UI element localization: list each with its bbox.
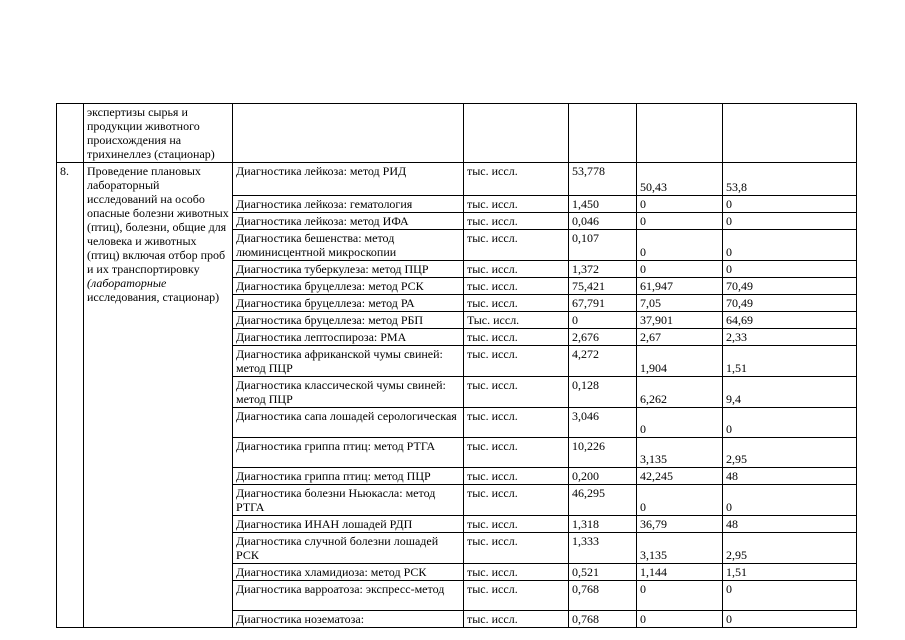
- cell-diagnostic: Диагностика лептоспироза: РМА: [233, 329, 464, 346]
- cell-value-2: 0: [637, 581, 723, 611]
- cell-diagnostic: Диагностика сапа лошадей серологическая: [233, 408, 464, 438]
- cell-value-1: 0,521: [569, 564, 637, 581]
- cell-diagnostic: Диагностика гриппа птиц: метод ПЦР: [233, 468, 464, 485]
- section-number: 8.: [57, 163, 84, 628]
- cell-diagnostic: Диагностика гриппа птиц: метод РТГА: [233, 438, 464, 468]
- cell-value-3: 48: [723, 516, 857, 533]
- cell-value-1: 53,778: [569, 163, 637, 196]
- cell-value-1: 1,318: [569, 516, 637, 533]
- cell-value-2: 2,67: [637, 329, 723, 346]
- cell-diagnostic: Диагностика нозематоза:: [233, 611, 464, 628]
- cell-value-1: 67,791: [569, 295, 637, 312]
- cell-unit: тыс. иссл.: [464, 295, 569, 312]
- cell-value-2: 0: [637, 196, 723, 213]
- cell-value-1: 0,107: [569, 230, 637, 261]
- cell-value-1: 0,128: [569, 377, 637, 408]
- cell-value-3: 0: [723, 408, 857, 438]
- cell-unit: тыс. иссл.: [464, 278, 569, 295]
- cell-value-1: 46,295: [569, 485, 637, 516]
- cell-value-2: 50,43: [637, 163, 723, 196]
- cell-unit: тыс. иссл.: [464, 377, 569, 408]
- cell-diagnostic: Диагностика лейкоза: метод ИФА: [233, 213, 464, 230]
- section-description-tail: исследования, стационар): [87, 290, 220, 304]
- cell-value-3: 1,51: [723, 346, 857, 377]
- cell-value-3: 9,4: [723, 377, 857, 408]
- cell-value-1: 0,200: [569, 468, 637, 485]
- cell-description: экспертизы сырья и продукции животного происхождения на трихинеллез (стационар): [84, 104, 233, 163]
- cell-value-3: 0: [723, 213, 857, 230]
- cell-value-2: 0: [637, 485, 723, 516]
- cell-value-2: [637, 104, 723, 163]
- cell-unit: тыс. иссл.: [464, 438, 569, 468]
- cell-unit: тыс. иссл.: [464, 196, 569, 213]
- cell-diagnostic: Диагностика классической чумы свиней: метод ПЦР: [233, 377, 464, 408]
- cell-value-1: 2,676: [569, 329, 637, 346]
- section-description-main: Проведение плановых лабораторный исследований на особо опасные болезни животных (птиц), болезни, общие для человека и животных (птиц) включая отбор проб и их транспортировку: [87, 164, 229, 276]
- cell-unit: [464, 104, 569, 163]
- cell-unit: тыс. иссл.: [464, 611, 569, 628]
- cell-diagnostic: Диагностика лейкоза: гематология: [233, 196, 464, 213]
- cell-value-3: 0: [723, 485, 857, 516]
- cell-value-3: 70,49: [723, 295, 857, 312]
- cell-value-3: 2,33: [723, 329, 857, 346]
- cell-value-1: 1,450: [569, 196, 637, 213]
- cell-unit: тыс. иссл.: [464, 213, 569, 230]
- cell-value-3: 70,49: [723, 278, 857, 295]
- cell-diagnostic: Диагностика бешенства: метод люминисцентной микроскопии: [233, 230, 464, 261]
- cell-value-1: 1,333: [569, 533, 637, 564]
- cell-unit: Тыс. иссл.: [464, 312, 569, 329]
- cell-value-3: 0: [723, 230, 857, 261]
- cell-value-3: [723, 104, 857, 163]
- cell-diagnostic: Диагностика ИНАН лошадей РДП: [233, 516, 464, 533]
- cell-diagnostic: Диагностика туберкулеза: метод ПЦР: [233, 261, 464, 278]
- cell-unit: тыс. иссл.: [464, 163, 569, 196]
- cell-value-2: 3,135: [637, 533, 723, 564]
- cell-value-1: 75,421: [569, 278, 637, 295]
- cell-unit: тыс. иссл.: [464, 485, 569, 516]
- section-description: [84, 163, 233, 628]
- cell-value-1: 3,046: [569, 408, 637, 438]
- cell-value-1: 1,372: [569, 261, 637, 278]
- cell-value-3: 2,95: [723, 533, 857, 564]
- cell-unit: тыс. иссл.: [464, 230, 569, 261]
- cell-value-3: 1,51: [723, 564, 857, 581]
- cell-value-2: 0: [637, 230, 723, 261]
- cell-value-3: 64,69: [723, 312, 857, 329]
- cell-unit: тыс. иссл.: [464, 564, 569, 581]
- cell-value-1: 10,226: [569, 438, 637, 468]
- cell-unit: тыс. иссл.: [464, 261, 569, 278]
- cell-value-2: 6,262: [637, 377, 723, 408]
- cell-value-2: 0: [637, 408, 723, 438]
- cell-value-2: 3,135: [637, 438, 723, 468]
- cell-value-1: 0,046: [569, 213, 637, 230]
- cell-value-2: 37,901: [637, 312, 723, 329]
- cell-value-3: 0: [723, 261, 857, 278]
- cell-unit: тыс. иссл.: [464, 533, 569, 564]
- cell-unit: тыс. иссл.: [464, 581, 569, 611]
- cell-value-2: 36,79: [637, 516, 723, 533]
- cell-diagnostic: [233, 104, 464, 163]
- cell-value-1: 4,272: [569, 346, 637, 377]
- cell-value-3: 2,95: [723, 438, 857, 468]
- cell-diagnostic: Диагностика лейкоза: метод РИД: [233, 163, 464, 196]
- cell-unit: тыс. иссл.: [464, 346, 569, 377]
- cell-value-2: 0: [637, 611, 723, 628]
- cell-value-3: 0: [723, 581, 857, 611]
- cell-diagnostic: Диагностика бруцеллеза: метод РА: [233, 295, 464, 312]
- cell-unit: тыс. иссл.: [464, 408, 569, 438]
- cell-value-2: 1,904: [637, 346, 723, 377]
- cell-diagnostic: Диагностика случной болезни лошадей РСК: [233, 533, 464, 564]
- table-row-continuation: [57, 104, 857, 163]
- cell-unit: тыс. иссл.: [464, 329, 569, 346]
- cell-value-2: 0: [637, 213, 723, 230]
- cell-unit: тыс. иссл.: [464, 516, 569, 533]
- cell-diagnostic: Диагностика варроатоза: экспресс-метод: [233, 581, 464, 611]
- cell-value-1: 0,768: [569, 611, 637, 628]
- cell-value-3: 48: [723, 468, 857, 485]
- cell-value-1: 0,768: [569, 581, 637, 611]
- cell-value-2: 61,947: [637, 278, 723, 295]
- cell-value-2: 1,144: [637, 564, 723, 581]
- cell-value-2: 7,05: [637, 295, 723, 312]
- cell-diagnostic: Диагностика хламидиоза: метод РСК: [233, 564, 464, 581]
- table-row: [57, 163, 857, 196]
- cell-value-3: 0: [723, 196, 857, 213]
- cell-diagnostic: Диагностика болезни Ньюкасла: метод РТГА: [233, 485, 464, 516]
- cell-number: [57, 104, 84, 163]
- cell-value-2: 0: [637, 261, 723, 278]
- cell-value-1: [569, 104, 637, 163]
- cell-value-3: 0: [723, 611, 857, 628]
- services-table: [56, 103, 857, 628]
- cell-diagnostic: Диагностика бруцеллеза: метод РСК: [233, 278, 464, 295]
- cell-value-1: 0: [569, 312, 637, 329]
- cell-diagnostic: Диагностика бруцеллеза: метод РБП: [233, 312, 464, 329]
- cell-value-2: 42,245: [637, 468, 723, 485]
- cell-diagnostic: Диагностика африканской чумы свиней: метод ПЦР: [233, 346, 464, 377]
- cell-unit: тыс. иссл.: [464, 468, 569, 485]
- cell-value-3: 53,8: [723, 163, 857, 196]
- section-description-italic: (лабораторные: [87, 276, 167, 290]
